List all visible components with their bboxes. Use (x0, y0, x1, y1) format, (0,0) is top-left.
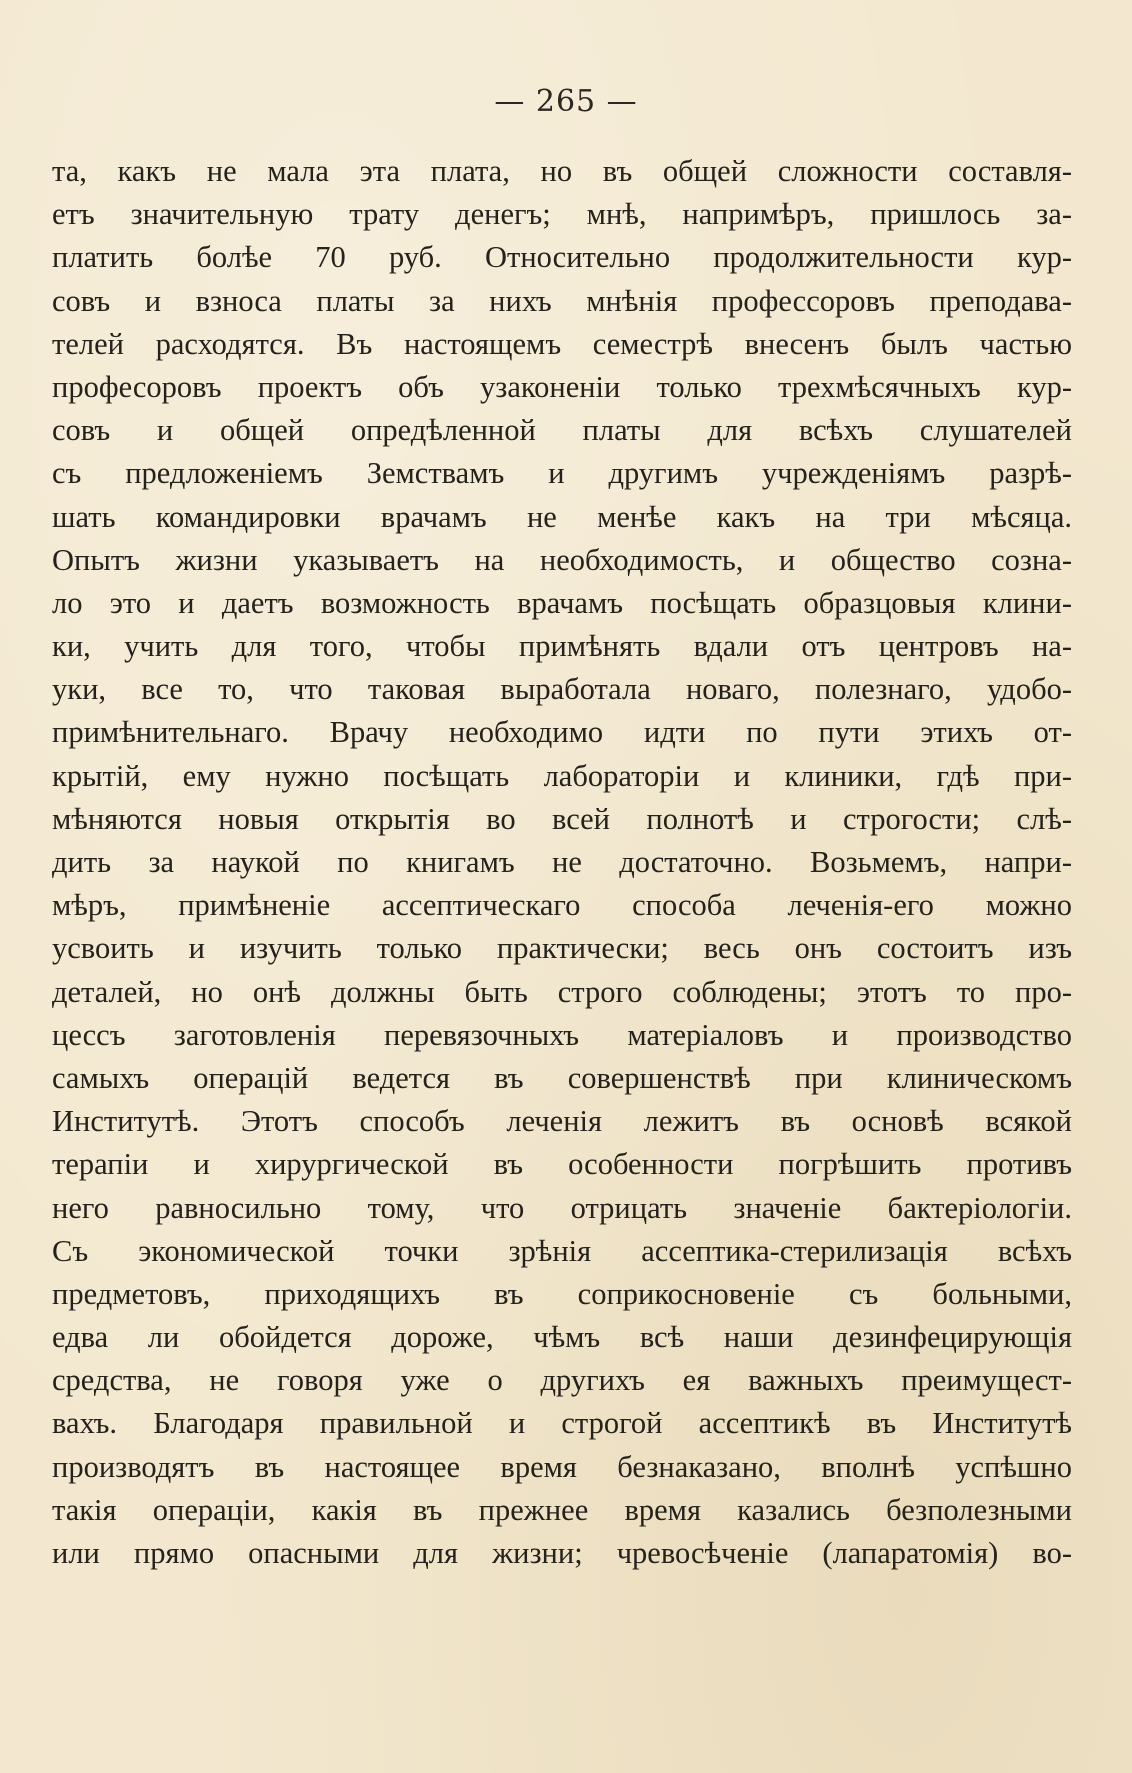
text-line: мѣръ, примѣненіе ассептическаго способа леченія-его можно (52, 888, 1072, 923)
text-line: дить за наукой по книгамъ не достаточно. Возьмемъ, напри- (52, 845, 1072, 879)
text-line: него равносильно тому, что отрицать значеніе бактеріологіи. (52, 1190, 1072, 1225)
text-line: едва ли обойдется дороже, чѣмъ всѣ наши дезинфецирующія (52, 1320, 1072, 1355)
text-line: шать командировки врачамъ не менѣе какъ на три мѣсяца. (52, 499, 1072, 534)
text-line: терапіи и хирургической въ особенности погрѣшить противъ (52, 1147, 1072, 1182)
text-line: вахъ. Благодаря правильной и строгой ассептикѣ въ Институтѣ (52, 1406, 1072, 1441)
text-line: платить болѣе 70 руб. Относительно продолжительности кур- (52, 240, 1072, 275)
text-line: примѣнительнаго. Врачу необходимо идти по пути этихъ от- (52, 715, 1072, 750)
text-line: етъ значительную трату денегъ; мнѣ, напримѣръ, пришлось за- (52, 197, 1072, 232)
text-line: или прямо опасными для жизни; чревосѣченіе (лапаратомія) во- (52, 1536, 1072, 1570)
text-line: ло это и даетъ возможность врачамъ посѣщать образцовыя клини- (52, 585, 1072, 620)
text-line: цессъ заготовленія перевязочныхъ матеріаловъ и производство (52, 1017, 1072, 1052)
text-line: та, какъ не мала эта плата, но въ общей сложности составля- (52, 154, 1072, 188)
text-line: средства, не говоря уже о другихъ ея важныхъ преимущест- (52, 1363, 1072, 1398)
page-number: — 265 — (494, 84, 638, 119)
text-line: уки, все то, что таковая выработала новаго, полезнаго, удобо- (52, 672, 1072, 707)
text-line: Опытъ жизни указываетъ на необходимость, и общество созна- (52, 542, 1072, 577)
text-line: съ предложеніемъ Земствамъ и другимъ учрежденіямъ разрѣ- (52, 456, 1072, 491)
text-line: предметовъ, приходящихъ въ соприкосновеніе съ больными, (52, 1276, 1072, 1311)
text-line: совъ и общей опредѣленной платы для всѣхъ слушателей (52, 413, 1072, 448)
text-line: мѣняются новыя открытія во всей полнотѣ и строгости; слѣ- (52, 801, 1072, 836)
text-line: такія операціи, какія въ прежнее время казались безполезными (52, 1492, 1072, 1527)
text-line: Институтѣ. Этотъ способъ леченія лежитъ въ основѣ всякой (52, 1104, 1072, 1139)
text-line: самыхъ операцій ведется въ совершенствѣ при клиническомъ (52, 1060, 1072, 1095)
text-line: професоровъ проектъ объ узаконеніи только трехмѣсячныхъ кур- (52, 369, 1072, 404)
text-line: телей расходятся. Въ настоящемъ семестрѣ внесенъ былъ частью (52, 326, 1072, 361)
text-line: производятъ въ настоящее время безнаказано, вполнѣ успѣшно (52, 1449, 1072, 1484)
text-line: деталей, но онѣ должны быть строго соблюдены; этотъ то про- (52, 974, 1072, 1009)
text-line: совъ и взноса платы за нихъ мнѣнія профессоровъ преподава- (52, 283, 1072, 318)
body-text (52, 150, 1072, 1575)
text-line: усвоить и изучить только практически; весь онъ состоитъ изъ (52, 931, 1072, 966)
text-line: ки, учить для того, чтобы примѣнять вдали отъ центровъ на- (52, 629, 1072, 664)
text-line: крытій, ему нужно посѣщать лабораторіи и клиники, гдѣ при- (52, 758, 1072, 793)
text-line: Съ экономической точки зрѣнія ассептика-стерилизація всѣхъ (52, 1233, 1072, 1268)
